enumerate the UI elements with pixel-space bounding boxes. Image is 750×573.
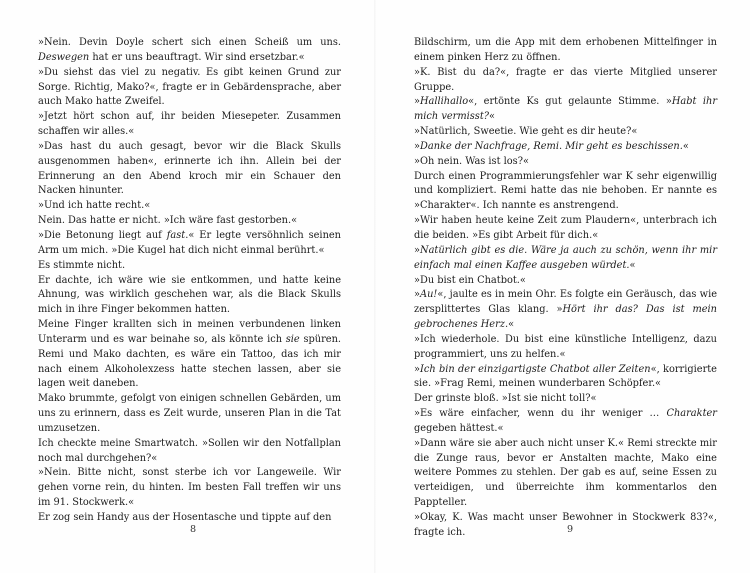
text-run: Durch einen Programmierungsfehler war K sehr eigenwillig und kompliziert. Remi hatte das nie behoben. Er nannte es »Charakter«. Ich nannte es anstrengend.	[414, 170, 717, 212]
paragraph	[414, 140, 717, 155]
text-run: »Oh nein. Was ist los?«	[414, 155, 529, 167]
text-run: «	[489, 111, 496, 123]
italic-text: Deswegen	[38, 51, 90, 63]
text-run: Der grinste bloß. »Ist sie nicht toll?«	[414, 393, 597, 405]
text-run: hat er uns beauftragt. Wir sind ersetzbar.«	[89, 51, 305, 63]
text-run: »Ich wiederhole. Du bist eine künstliche Intelligenz, dazu programmiert, uns zu helfen.«	[414, 333, 717, 360]
paragraph	[414, 392, 717, 407]
left-page	[38, 36, 341, 526]
paragraph	[414, 155, 717, 170]
paragraph	[414, 95, 717, 125]
text-run: gegeben hättest.«	[414, 422, 504, 434]
text-run: »Es wäre einfacher, wenn du ihr weniger …	[414, 408, 667, 420]
text-run: Nein. Das hatte er nicht. »Ich wäre fast gestorben.«	[38, 215, 298, 227]
text-run: »	[414, 289, 420, 301]
text-run: Mako brummte, gefolgt von einigen schnellen Gebärden, um uns zu erinnern, dass es Zeit wurde, unseren Plan in die Tat umzusetzen.	[38, 393, 341, 434]
paragraph	[38, 140, 341, 199]
text-run: »Die Betonung liegt auf	[38, 229, 167, 241]
italic-text: Habt ihr mich vermisst?	[414, 96, 717, 123]
paragraph	[414, 437, 717, 511]
paragraph	[414, 244, 717, 274]
paragraph	[414, 66, 717, 96]
paragraph	[38, 466, 341, 511]
text-run: »	[414, 96, 420, 108]
italic-text: Ich bin der einzigartigste Chatbot aller Zeiten	[420, 363, 651, 375]
text-run: «	[508, 319, 515, 331]
right-page	[414, 36, 717, 541]
italic-text: Danke der Nachfrage, Remi. Mir geht es beschissen.	[420, 140, 683, 152]
text-run: »	[414, 244, 420, 256]
book-gutter	[374, 0, 376, 573]
text-run: spüren. Remi und Mako dachten, es wäre ein Tattoo, das ich mir nach einem Alkoholexzess hatte stechen lassen, aber sie lagen weit daneben.	[38, 333, 341, 390]
text-run: »	[414, 140, 420, 152]
text-run: »Und ich hatte recht.«	[38, 200, 151, 212]
text-run: Bildschirm, um die App mit dem erhobenen Mittelfinger in einem pinken Herz zu öffnen.	[414, 37, 717, 63]
text-run: «	[629, 259, 636, 271]
paragraph	[38, 214, 341, 229]
text-run: «	[682, 140, 689, 152]
italic-text: Au!	[420, 289, 438, 301]
paragraph	[414, 363, 717, 393]
paragraph	[38, 318, 341, 392]
text-run: Er dachte, ich wäre wie sie entkommen, und hatte keine Ahnung, was wirklich geschehen war, als die Black Skulls mich in ihre Finger bekommen hatten.	[38, 274, 341, 316]
text-run: »Wir haben heute keine Zeit zum Plaudern«, unterbrach ich die beiden. »Es gibt Arbeit für dich.«	[414, 215, 717, 241]
paragraph	[38, 66, 341, 111]
text-run: »	[414, 363, 420, 375]
text-run: .« Er legte versöhnlich seinen Arm um mich. »Die Kugel hat dich nicht einmal berührt.«	[38, 229, 341, 256]
text-run: »Jetzt hört schon auf, ihr beiden Miesepeter. Zusammen schaffen wir alles.«	[38, 111, 341, 138]
page-number-left: 8	[189, 524, 197, 535]
text-run: Es stimmte nicht.	[38, 259, 126, 271]
text-run: Er zog sein Handy aus der Hosentasche und tippte auf den	[38, 512, 332, 523]
paragraph	[38, 274, 341, 319]
paragraph	[38, 229, 341, 259]
italic-text: Natürlich gibt es die. Wäre ja auch zu schön, wenn ihr mir einfach mal einen Kaffee ausgeben würdet.	[414, 244, 717, 271]
italic-text: Hallihallo	[420, 96, 469, 108]
paragraph	[38, 199, 341, 214]
paragraph	[38, 259, 341, 274]
text-run: »Das hast du auch gesagt, bevor wir die Black Skulls ausgenommen haben«, erinnerte ich ihn. Allein bei der Erinnerung an den Abend kroch mir ein Schauer den Nacken hinunter.	[38, 140, 341, 197]
text-run: »Du bist ein Chatbot.«	[414, 274, 526, 286]
paragraph	[38, 437, 341, 467]
text-run: »K. Bist du da?«, fragte er das vierte Mitglied unserer Gruppe.	[414, 66, 717, 93]
paragraph	[414, 36, 717, 66]
italic-text: sie	[285, 333, 300, 345]
text-run: «, jaulte es in mein Ohr. Es folgte ein Geräusch, das wie zersplittertes Glas klang. »	[414, 289, 717, 316]
text-run: »Natürlich, Sweetie. Wie geht es dir heute?«	[414, 126, 638, 138]
paragraph	[414, 274, 717, 289]
italic-text: Hört ihr das? Das ist mein gebrochenes Herz.	[414, 304, 717, 331]
paragraph	[38, 110, 341, 140]
text-run: »Du siehst das viel zu negativ. Es gibt keinen Grund zur Sorge. Richtig, Mako?«, fragte er in Gebärdensprache, aber auch Mako hatte Zweifel.	[38, 66, 341, 108]
italic-text: Charakter	[666, 408, 717, 420]
paragraph	[38, 36, 341, 66]
paragraph	[38, 392, 341, 437]
italic-text: fast	[166, 229, 186, 241]
paragraph	[414, 214, 717, 244]
text-run: Ich checkte meine Smartwatch. »Sollen wir den Notfallplan noch mal durchgehen?«	[38, 437, 341, 464]
text-run: «, korrigierte sie. »Frag Remi, meinen wunderbaren Schöpfer.«	[414, 363, 717, 390]
text-run: »Nein. Bitte nicht, sonst sterbe ich vor Langeweile. Wir gehen vorne rein, du hinten. Im besten Fall treffen wir uns im 91. Stockwerk.«	[38, 467, 341, 509]
text-run: »Nein. Devin Doyle schert sich einen Scheiß um uns.	[38, 37, 341, 48]
paragraph	[414, 170, 717, 215]
page-number-right: 9	[566, 524, 574, 535]
text-run: «, ertönte Ks gut gelaunte Stimme. »	[468, 96, 672, 108]
text-run: Meine Finger krallten sich in meinen verbundenen linken Unterarm und es war beinahe so, als könnte ich	[38, 319, 341, 345]
paragraph	[414, 288, 717, 333]
text-run: »Dann wäre sie aber auch nicht unser K.« Remi streckte mir die Zunge raus, bevor er Anstalten machte, Mako eine weitere Pommes zu stehlen. Der gab es auf, seine Essen zu verteidigen, und überreichte ihm kommentarlos den Pappteller.	[414, 437, 717, 509]
text-run: »Okay, K. Was macht unser Bewohner in Stockwerk 83?«, fragte ich.	[414, 512, 717, 538]
paragraph	[414, 125, 717, 140]
paragraph	[414, 407, 717, 437]
paragraph	[414, 333, 717, 363]
